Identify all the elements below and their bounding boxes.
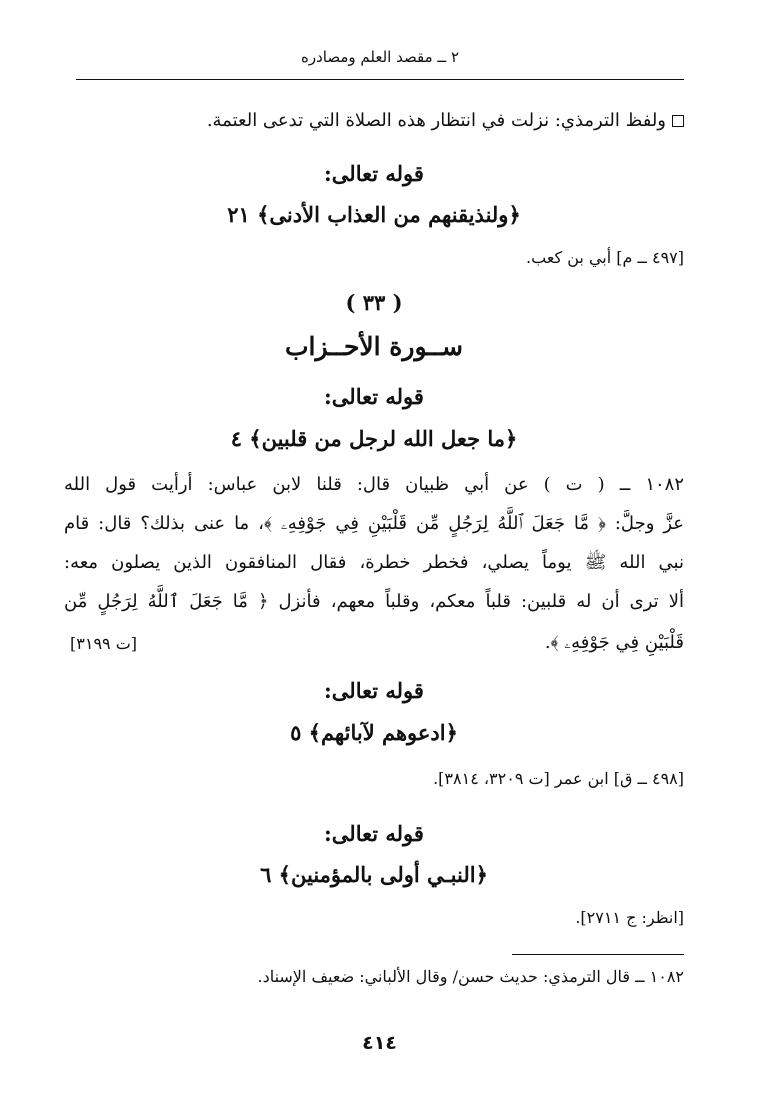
quran-verse: ﴿ادعوهم لآبائهم﴾ ٥ bbox=[290, 720, 458, 745]
surah-title: ســورة الأحــزاب bbox=[285, 332, 463, 361]
footnote-text: ١٠٨٢ ــ قال الترمذي: حديث حسن/ وقال الألباني: ضعيف الإسناد. bbox=[257, 967, 684, 986]
running-header: ٢ ــ مقصد العلم ومصادره bbox=[301, 48, 459, 66]
intro-text: ولفظ الترمذي: نزلت في انتظار هذه الصلاة التي تدعى العتمة. bbox=[206, 110, 666, 131]
header-divider bbox=[76, 79, 684, 80]
footnote-divider bbox=[512, 954, 684, 955]
surah-number: ( ٣٣ ) bbox=[345, 290, 403, 315]
section-heading: قوله تعالى: bbox=[324, 384, 424, 409]
reference-line: [٤٩٧ ــ م] أبي بن كعب. bbox=[526, 248, 684, 267]
hadith-line: نبي الله ﷺ يوماً يصلي، فخطر خطرة، فقال المنافقون الذين يصلون معه: bbox=[64, 552, 684, 573]
hollow-square-icon bbox=[672, 115, 684, 127]
hadith-line: ١٠٨٢ ــ ( ت ) عن أبي ظبيان قال: قلنا لابن عباس: أرأيت قول الله bbox=[64, 474, 684, 495]
section-heading: قوله تعالى: bbox=[324, 161, 424, 186]
intro-paragraph bbox=[64, 110, 684, 132]
hadith-line: عزَّ وجلَّ: ﴿ مَّا جَعَلَ ٱللَّهُ لِرَجُلٍ مِّن قَلْبَيْنِ فِي جَوْفِهِۦ ﴾، ما عنى بذلك؟ قال: قام bbox=[64, 513, 684, 534]
quran-verse: ﴿ولنذيقنهم من العذاب الأدنى﴾ ٢١ bbox=[227, 202, 521, 227]
quran-verse: ﴿النبـي أولى بالمؤمنين﴾ ٦ bbox=[260, 862, 488, 887]
reference-line: [انظر: ج ٢٧١١]. bbox=[575, 908, 684, 927]
quran-verse: ﴿ما جعل الله لرجل من قلبين﴾ ٤ bbox=[230, 426, 518, 451]
footnote bbox=[64, 966, 684, 988]
reference-line: [٤٩٨ ــ ق] ابن عمر [ت ٣٢٠٩، ٣٨١٤]. bbox=[433, 769, 684, 788]
hadith-reference: [ت ٣١٩٩] bbox=[70, 634, 138, 653]
section-heading: قوله تعالى: bbox=[324, 678, 424, 703]
hadith-line: قَلْبَيْنِ فِي جَوْفِهِۦ ﴾. bbox=[544, 632, 684, 653]
section-heading: قوله تعالى: bbox=[324, 821, 424, 846]
hadith-line: ألا ترى أن له قلبين: قلباً معكم، وقلباً معهم، فأنزل ﴿ مَّا جَعَلَ ٱللَّهُ لِرَجُلٍ مِّن bbox=[64, 591, 684, 612]
page-number: ٤١٤ bbox=[362, 1032, 397, 1054]
